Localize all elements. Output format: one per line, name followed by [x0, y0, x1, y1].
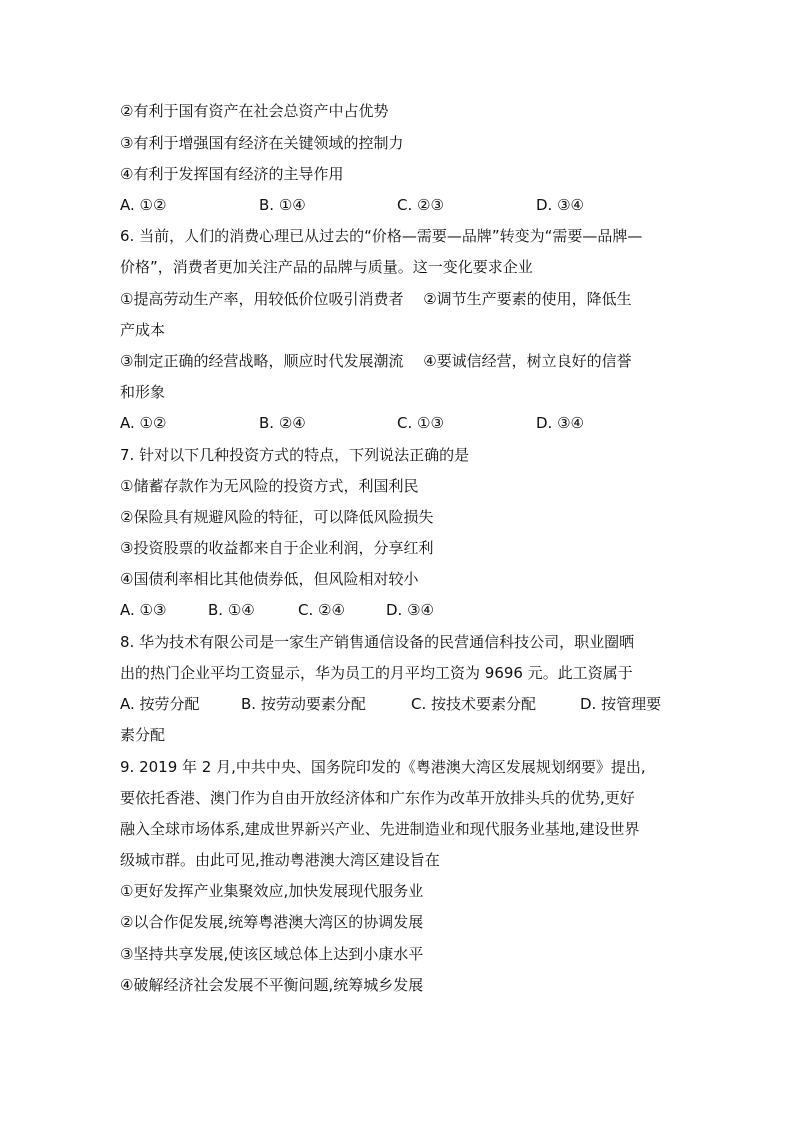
q9-item-3: ③坚持共享发展,使该区域总体上达到小康水平 [120, 945, 424, 963]
q5-option-d: D. ③④ [536, 196, 584, 214]
q8-option-c: C. 按技术要素分配 [411, 695, 537, 713]
q6-option-d: D. ③④ [536, 414, 584, 432]
q7-item-4: ④国债利率相比其他债券低，但风险相对较小 [120, 570, 419, 588]
q5-option-c: C. ②③ [397, 196, 444, 214]
q6-item-line-1: ①提高劳动生产率，用较低价位吸引消费者 ②调节生产要素的使用，降低生 [120, 290, 632, 308]
q6-item-line-2: 产成本 [120, 321, 166, 339]
q7-option-a: A. ①③ [120, 601, 167, 619]
q8-option-b: B. 按劳动要素分配 [241, 695, 366, 713]
q6-stem-line-2: 价格”，消费者更加关注产品的品牌与质量。这一变化要求企业 [120, 258, 533, 276]
q9-stem-line-2: 要依托香港、澳门作为自由开放经济体和广东作为改革开放排头兵的优势,更好 [120, 789, 635, 807]
q5-item-3: ③有利于增强国有经济在关键领域的控制力 [120, 134, 404, 152]
q5-item-4: ④有利于发挥国有经济的主导作用 [120, 165, 344, 183]
q6-option-a: A. ①② [120, 414, 167, 432]
q5-item-2: ②有利于国有资产在社会总资产中占优势 [120, 102, 389, 120]
q9-stem-line-4: 级城市群。由此可见,推动粤港澳大湾区建设旨在 [120, 851, 440, 869]
q9-item-4: ④破解经济社会发展不平衡问题,统筹城乡发展 [120, 976, 424, 994]
q9-item-2: ②以合作促发展,统筹粤港澳大湾区的协调发展 [120, 913, 424, 931]
q9-item-1: ①更好发挥产业集聚效应,加快发展现代服务业 [120, 882, 424, 900]
q6-stem-line-1: 6. 当前，人们的消费心理已从过去的“价格—需要—品牌”转变为“需要—品牌— [120, 227, 643, 245]
q7-item-1: ①储蓄存款作为无风险的投资方式，利国利民 [120, 477, 419, 495]
q8-stem-line-2: 出的热门企业平均工资显示，华为员工的月平均工资为 9696 元。此工资属于 [120, 664, 633, 682]
q7-option-d: D. ③④ [386, 601, 434, 619]
q7-item-2: ②保险具有规避风险的特征，可以降低风险损失 [120, 508, 434, 526]
q9-stem-line-1: 9. 2019 年 2 月,中共中央、国务院印发的《粤港澳大湾区发展规划纲要》提出, [120, 758, 646, 776]
q6-item-line-4: 和形象 [120, 383, 166, 401]
q8-option-d: D. 按管理要 [580, 695, 662, 713]
q8-option-d-wrap: 素分配 [120, 726, 166, 744]
q7-option-b: B. ①④ [208, 601, 255, 619]
q5-option-b: B. ①④ [259, 196, 306, 214]
q7-stem: 7. 针对以下几种投资方式的特点，下列说法正确的是 [120, 446, 470, 464]
q7-item-3: ③投资股票的收益都来自于企业利润，分享红利 [120, 539, 434, 557]
q9-stem-line-3: 融入全球市场体系,建成世界新兴产业、先进制造业和现代服务业基地,建设世界 [120, 820, 640, 838]
q5-option-a: A. ①② [120, 196, 167, 214]
q6-option-b: B. ②④ [259, 414, 306, 432]
q7-option-c: C. ②④ [298, 601, 345, 619]
q8-stem-line-1: 8. 华为技术有限公司是一家生产销售通信设备的民营通信科技公司，职业圈晒 [120, 633, 635, 651]
q6-item-line-3: ③制定正确的经营战略，顺应时代发展潮流 ④要诚信经营，树立良好的信誉 [120, 352, 632, 370]
q8-option-a: A. 按劳分配 [120, 695, 200, 713]
q6-option-c: C. ①③ [397, 414, 444, 432]
